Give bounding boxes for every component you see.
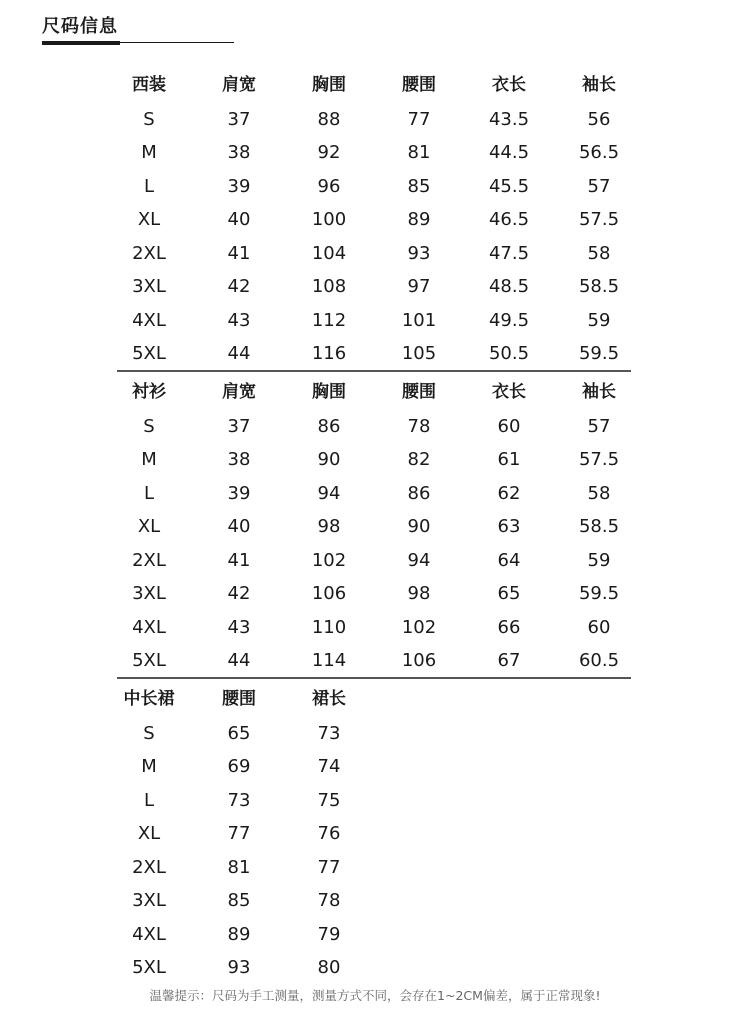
section-divider bbox=[117, 370, 631, 372]
measurement-cell: 89 bbox=[227, 923, 251, 945]
measurement-cell: 57 bbox=[587, 175, 611, 197]
measurement-cell: 56.5 bbox=[578, 142, 620, 163]
size-label: M bbox=[141, 449, 157, 470]
measurement-cell: 101 bbox=[401, 309, 437, 331]
size-label: 4XL bbox=[132, 616, 166, 638]
measurement-cell: 58 bbox=[587, 242, 611, 264]
table-row bbox=[104, 544, 644, 578]
measurement-cell: 81 bbox=[407, 142, 431, 163]
column-header: 衣长 bbox=[492, 75, 526, 95]
table-row bbox=[104, 136, 644, 170]
size-label: S bbox=[143, 722, 155, 744]
measurement-cell: 58 bbox=[587, 482, 611, 504]
column-header: 胸围 bbox=[312, 75, 346, 95]
measurement-cell: 43 bbox=[227, 309, 251, 331]
measurement-cell: 60 bbox=[497, 415, 521, 437]
measurement-cell: 37 bbox=[227, 108, 251, 130]
section-divider bbox=[117, 677, 631, 679]
table-row bbox=[104, 817, 644, 851]
measurement-cell: 56 bbox=[587, 108, 611, 130]
size-label: 5XL bbox=[132, 343, 166, 364]
measurement-cell: 58.5 bbox=[578, 516, 620, 537]
column-header: 肩宽 bbox=[222, 382, 256, 402]
measurement-cell: 45.5 bbox=[488, 175, 530, 197]
measurement-cell: 46.5 bbox=[488, 209, 530, 230]
measurement-cell: 39 bbox=[227, 482, 251, 504]
measurement-cell: 75 bbox=[317, 789, 341, 811]
table-row bbox=[104, 443, 644, 477]
measurement-cell: 112 bbox=[311, 309, 347, 331]
size-label: 5XL bbox=[132, 957, 166, 978]
measurement-cell: 67 bbox=[497, 650, 521, 671]
column-header: 衣长 bbox=[492, 382, 526, 402]
column-header: 裙长 bbox=[312, 689, 346, 709]
measurement-cell: 108 bbox=[311, 276, 347, 297]
measurement-cell: 38 bbox=[227, 449, 251, 470]
measurement-cell: 43 bbox=[227, 616, 251, 638]
measurement-cell: 69 bbox=[227, 756, 251, 777]
measurement-cell: 106 bbox=[401, 650, 437, 671]
column-header: 西装 bbox=[132, 75, 166, 95]
table-row bbox=[104, 611, 644, 645]
measurement-cell: 44.5 bbox=[488, 142, 530, 163]
column-header: 中长裙 bbox=[123, 689, 175, 709]
measurement-cell: 85 bbox=[227, 890, 251, 911]
measurement-cell: 77 bbox=[317, 856, 341, 878]
measurement-cell: 97 bbox=[407, 276, 431, 297]
size-label: 5XL bbox=[132, 650, 166, 671]
table-row bbox=[104, 577, 644, 611]
table-row bbox=[104, 510, 644, 544]
size-label: S bbox=[143, 108, 155, 130]
measurement-cell: 59 bbox=[587, 309, 611, 331]
size-label: 4XL bbox=[132, 309, 166, 331]
measurement-cell: 77 bbox=[227, 823, 251, 844]
measurement-cell: 93 bbox=[407, 242, 431, 264]
measurement-cell: 76 bbox=[317, 823, 341, 844]
measurement-cell: 114 bbox=[311, 650, 347, 671]
skirt-size-table bbox=[104, 683, 644, 985]
title-accent-bar bbox=[42, 41, 120, 45]
table-row bbox=[104, 644, 644, 678]
measurement-cell: 98 bbox=[317, 516, 341, 537]
size-label: 2XL bbox=[132, 856, 166, 878]
measurement-cell: 106 bbox=[311, 583, 347, 604]
column-header: 袖长 bbox=[582, 382, 616, 402]
table-row bbox=[104, 750, 644, 784]
measurement-cell: 78 bbox=[317, 890, 341, 911]
size-label: 2XL bbox=[132, 549, 166, 571]
table-row bbox=[104, 304, 644, 338]
measurement-cell: 82 bbox=[407, 449, 431, 470]
suit-size-table bbox=[104, 69, 644, 371]
measurement-cell: 39 bbox=[227, 175, 251, 197]
column-header: 肩宽 bbox=[222, 75, 256, 95]
column-header: 胸围 bbox=[312, 382, 346, 402]
measurement-cell: 57.5 bbox=[578, 209, 620, 230]
size-label: L bbox=[143, 482, 155, 504]
footer-note: 温馨提示：尺码为手工测量，测量方式不同，会存在1~2CM偏差，属于正常现象! bbox=[149, 988, 601, 1003]
measurement-cell: 44 bbox=[227, 343, 251, 364]
measurement-cell: 61 bbox=[497, 449, 521, 470]
size-label: XL bbox=[137, 209, 161, 230]
size-label: 2XL bbox=[132, 242, 166, 264]
measurement-cell: 73 bbox=[227, 789, 251, 811]
measurement-cell: 40 bbox=[227, 516, 251, 537]
measurement-cell: 77 bbox=[407, 108, 431, 130]
measurement-cell: 90 bbox=[407, 516, 431, 537]
measurement-cell: 41 bbox=[227, 549, 251, 571]
measurement-cell: 96 bbox=[317, 175, 341, 197]
measurement-cell: 94 bbox=[407, 549, 431, 571]
size-label: 3XL bbox=[132, 583, 166, 604]
measurement-cell: 102 bbox=[311, 549, 347, 571]
measurement-cell: 62 bbox=[497, 482, 521, 504]
measurement-cell: 64 bbox=[497, 549, 521, 571]
size-label: 4XL bbox=[132, 923, 166, 945]
size-label: L bbox=[143, 789, 155, 811]
measurement-cell: 65 bbox=[497, 583, 521, 604]
measurement-cell: 38 bbox=[227, 142, 251, 163]
measurement-cell: 63 bbox=[497, 516, 521, 537]
measurement-cell: 59.5 bbox=[578, 343, 620, 364]
size-label: 3XL bbox=[132, 276, 166, 297]
measurement-cell: 57 bbox=[587, 415, 611, 437]
table-row bbox=[104, 237, 644, 271]
measurement-cell: 90 bbox=[317, 449, 341, 470]
table-row bbox=[104, 918, 644, 952]
measurement-cell: 94 bbox=[317, 482, 341, 504]
measurement-cell: 73 bbox=[317, 722, 341, 744]
measurement-cell: 88 bbox=[317, 108, 341, 130]
measurement-cell: 37 bbox=[227, 415, 251, 437]
size-label: 3XL bbox=[132, 890, 166, 911]
measurement-cell: 43.5 bbox=[488, 108, 530, 130]
measurement-cell: 98 bbox=[407, 583, 431, 604]
table-header-row bbox=[104, 376, 644, 410]
size-label: S bbox=[143, 415, 155, 437]
measurement-cell: 104 bbox=[311, 242, 347, 264]
measurement-cell: 93 bbox=[227, 957, 251, 978]
column-header: 腰围 bbox=[402, 382, 436, 402]
table-row bbox=[104, 103, 644, 137]
measurement-cell: 50.5 bbox=[488, 343, 530, 364]
table-row bbox=[104, 410, 644, 444]
size-label: M bbox=[141, 142, 157, 163]
measurement-cell: 42 bbox=[227, 583, 251, 604]
measurement-cell: 60 bbox=[587, 616, 611, 638]
measurement-cell: 78 bbox=[407, 415, 431, 437]
measurement-cell: 58.5 bbox=[578, 276, 620, 297]
size-label: XL bbox=[137, 823, 161, 844]
table-row bbox=[104, 851, 644, 885]
measurement-cell: 85 bbox=[407, 175, 431, 197]
column-header: 袖长 bbox=[582, 75, 616, 95]
table-row bbox=[104, 717, 644, 751]
table-row bbox=[104, 170, 644, 204]
column-header: 衬衫 bbox=[132, 382, 166, 402]
measurement-cell: 60.5 bbox=[578, 650, 620, 671]
measurement-cell: 89 bbox=[407, 209, 431, 230]
measurement-cell: 57.5 bbox=[578, 449, 620, 470]
table-row bbox=[104, 477, 644, 511]
measurement-cell: 86 bbox=[317, 415, 341, 437]
measurement-cell: 47.5 bbox=[488, 242, 530, 264]
size-label: L bbox=[143, 175, 155, 197]
measurement-cell: 81 bbox=[227, 856, 251, 878]
measurement-cell: 105 bbox=[401, 343, 437, 364]
table-header-row bbox=[104, 683, 644, 717]
table-row bbox=[104, 951, 644, 985]
measurement-cell: 65 bbox=[227, 722, 251, 744]
table-row bbox=[104, 784, 644, 818]
column-header: 腰围 bbox=[222, 689, 256, 709]
table-row bbox=[104, 337, 644, 371]
table-row bbox=[104, 203, 644, 237]
size-label: XL bbox=[137, 516, 161, 537]
measurement-cell: 116 bbox=[311, 343, 347, 364]
measurement-cell: 79 bbox=[317, 923, 341, 945]
measurement-cell: 80 bbox=[317, 957, 341, 978]
measurement-cell: 102 bbox=[401, 616, 437, 638]
measurement-cell: 92 bbox=[317, 142, 341, 163]
table-row bbox=[104, 884, 644, 918]
measurement-cell: 59 bbox=[587, 549, 611, 571]
table-header-row bbox=[104, 69, 644, 103]
table-row bbox=[104, 270, 644, 304]
shirt-size-table bbox=[104, 376, 644, 678]
measurement-cell: 41 bbox=[227, 242, 251, 264]
column-header: 腰围 bbox=[402, 75, 436, 95]
measurement-cell: 44 bbox=[227, 650, 251, 671]
measurement-cell: 40 bbox=[227, 209, 251, 230]
size-label: M bbox=[141, 756, 157, 777]
measurement-cell: 49.5 bbox=[488, 309, 530, 331]
measurement-cell: 86 bbox=[407, 482, 431, 504]
measurement-cell: 59.5 bbox=[578, 583, 620, 604]
measurement-cell: 110 bbox=[311, 616, 347, 638]
measurement-cell: 66 bbox=[497, 616, 521, 638]
measurement-cell: 48.5 bbox=[488, 276, 530, 297]
measurement-cell: 42 bbox=[227, 276, 251, 297]
measurement-cell: 100 bbox=[311, 209, 347, 230]
page-title: 尺码信息 bbox=[42, 16, 118, 37]
measurement-cell: 74 bbox=[317, 756, 341, 777]
